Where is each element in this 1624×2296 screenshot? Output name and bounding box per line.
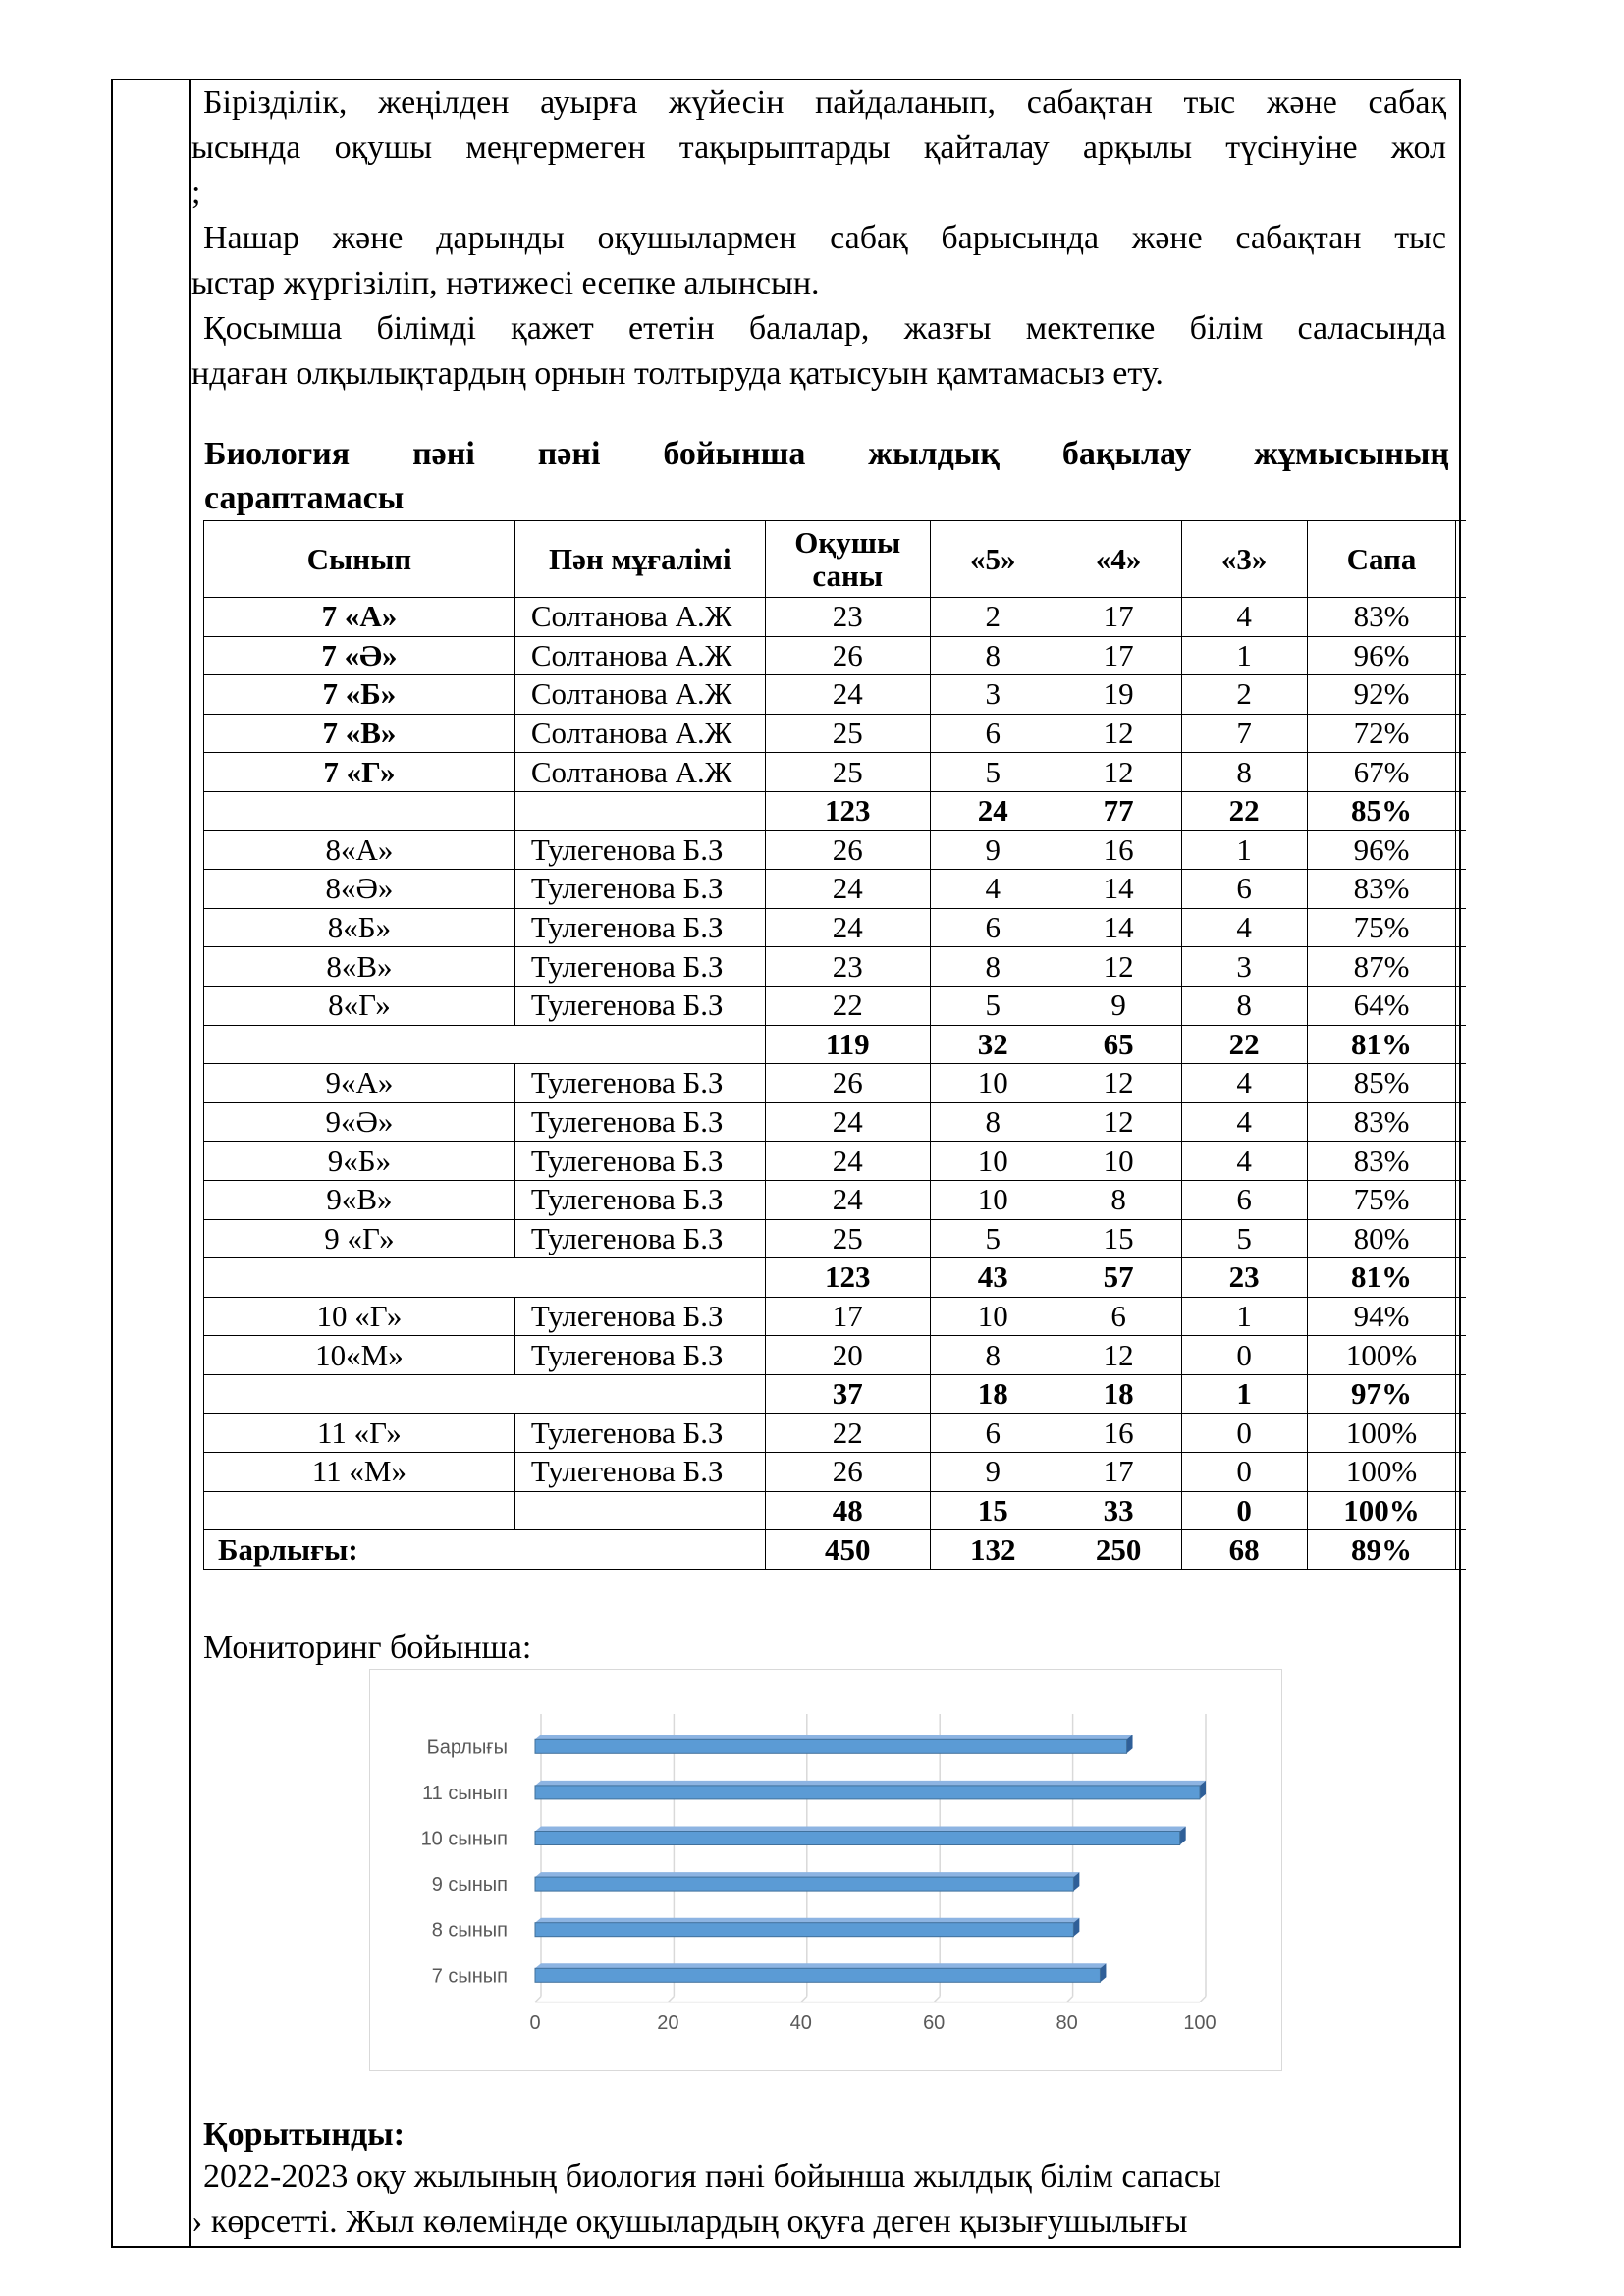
table-row bbox=[204, 1453, 1467, 1492]
x-tick-label: 20 bbox=[657, 2012, 679, 2034]
grade4-cell: 17 bbox=[1056, 636, 1181, 675]
quality-cell: 64% bbox=[1307, 986, 1456, 1025]
teacher-cell: Тулегенова Б.З bbox=[514, 1064, 765, 1103]
filler-cell bbox=[1456, 1453, 1466, 1492]
grade4-cell: 6 bbox=[1056, 1297, 1181, 1336]
table-row bbox=[204, 830, 1467, 870]
x-tick-label: 40 bbox=[789, 2012, 812, 2034]
grade5-cell: 4 bbox=[930, 870, 1056, 909]
class-cell: 11 «Г» bbox=[204, 1414, 515, 1453]
grade3-cell: 3 bbox=[1181, 947, 1307, 987]
subtotal-blank bbox=[514, 791, 765, 830]
grade3-cell: 4 bbox=[1181, 1102, 1307, 1142]
gridline-floor bbox=[1200, 1997, 1206, 2002]
quality-chart bbox=[369, 1669, 1282, 2071]
class-cell: 7 «А» bbox=[204, 598, 515, 637]
quality-cell: 81% bbox=[1307, 1025, 1456, 1064]
grade4-cell: 57 bbox=[1056, 1258, 1181, 1298]
filler-cell bbox=[1456, 1491, 1466, 1530]
table-heading bbox=[204, 432, 1449, 520]
subtotal-blank bbox=[204, 1374, 766, 1414]
table-row bbox=[204, 870, 1467, 909]
students-cell: 17 bbox=[765, 1297, 930, 1336]
class-cell: 8«А» bbox=[204, 830, 515, 870]
grade5-cell: 132 bbox=[930, 1530, 1056, 1570]
quality-cell: 67% bbox=[1307, 753, 1456, 792]
grade3-cell: 22 bbox=[1181, 791, 1307, 830]
class-cell: 9«Ә» bbox=[204, 1102, 515, 1142]
monitoring-label: Мониторинг бойынша: bbox=[203, 1629, 532, 1666]
table-row bbox=[204, 598, 1467, 637]
grade5-cell: 6 bbox=[930, 714, 1056, 753]
students-cell: 48 bbox=[765, 1491, 930, 1530]
filler-cell bbox=[1456, 714, 1466, 753]
grade3-cell: 7 bbox=[1181, 714, 1307, 753]
students-cell: 20 bbox=[765, 1336, 930, 1375]
header-grade-5: «5» bbox=[930, 521, 1056, 598]
intro-p3-line1: Қосымша білімді қажет ететін балалар, жазғы мектепке білім саласында bbox=[203, 310, 1446, 347]
header-students bbox=[765, 521, 930, 598]
grade4-cell: 12 bbox=[1056, 1336, 1181, 1375]
heading-line2: сараптамасы bbox=[204, 480, 405, 516]
grade4-cell: 14 bbox=[1056, 908, 1181, 947]
table-row bbox=[204, 1064, 1467, 1103]
table-row bbox=[204, 986, 1467, 1025]
quality-cell: 97% bbox=[1307, 1374, 1456, 1414]
class-cell: 7 «Б» bbox=[204, 675, 515, 715]
students-cell: 123 bbox=[765, 791, 930, 830]
grade5-cell: 10 bbox=[930, 1064, 1056, 1103]
grand-total-label: Барлығы: bbox=[204, 1530, 766, 1570]
class-cell: 8«Б» bbox=[204, 908, 515, 947]
class-cell: 9«Б» bbox=[204, 1142, 515, 1181]
class-cell: 8«В» bbox=[204, 947, 515, 987]
grade4-cell: 10 bbox=[1056, 1142, 1181, 1181]
grade5-cell: 5 bbox=[930, 986, 1056, 1025]
intro-p2-line2: ыстар жүргізіліп, нәтижесі есепке алынсын. bbox=[191, 265, 820, 301]
teacher-cell: Тулегенова Б.З bbox=[514, 1219, 765, 1258]
teacher-cell: Тулегенова Б.З bbox=[514, 870, 765, 909]
table-row bbox=[204, 753, 1467, 792]
bar-top bbox=[535, 1735, 1133, 1739]
table-row bbox=[204, 714, 1467, 753]
students-cell: 25 bbox=[765, 1219, 930, 1258]
students-cell: 26 bbox=[765, 1064, 930, 1103]
teacher-cell: Тулегенова Б.З bbox=[514, 1102, 765, 1142]
grade4-cell: 65 bbox=[1056, 1025, 1181, 1064]
intro-text bbox=[191, 80, 1458, 404]
teacher-cell: Тулегенова Б.З bbox=[514, 947, 765, 987]
grade5-cell: 9 bbox=[930, 830, 1056, 870]
grade4-cell: 12 bbox=[1056, 1102, 1181, 1142]
grade3-cell: 5 bbox=[1181, 1219, 1307, 1258]
grade5-cell: 9 bbox=[930, 1453, 1056, 1492]
students-cell: 24 bbox=[765, 1180, 930, 1219]
teacher-cell: Солтанова А.Ж bbox=[514, 598, 765, 637]
x-tick-label: 0 bbox=[529, 2012, 541, 2034]
quality-cell: 83% bbox=[1307, 1142, 1456, 1181]
quality-cell: 75% bbox=[1307, 908, 1456, 947]
teacher-cell: Солтанова А.Ж bbox=[514, 753, 765, 792]
bar bbox=[535, 1832, 1180, 1845]
teacher-cell: Солтанова А.Ж bbox=[514, 636, 765, 675]
grade5-cell: 6 bbox=[930, 1414, 1056, 1453]
bar bbox=[535, 1739, 1127, 1753]
quality-cell: 80% bbox=[1307, 1219, 1456, 1258]
grade3-cell: 4 bbox=[1181, 1142, 1307, 1181]
grade4-cell: 16 bbox=[1056, 1414, 1181, 1453]
heading-word: бойынша bbox=[663, 436, 806, 472]
grade4-cell: 17 bbox=[1056, 1453, 1181, 1492]
filler-cell bbox=[1456, 598, 1466, 637]
quality-cell: 75% bbox=[1307, 1180, 1456, 1219]
header-grade-3: «3» bbox=[1181, 521, 1307, 598]
class-cell: 10 «Г» bbox=[204, 1297, 515, 1336]
grade3-cell: 0 bbox=[1181, 1491, 1307, 1530]
quality-cell: 96% bbox=[1307, 636, 1456, 675]
grade3-cell: 1 bbox=[1181, 1297, 1307, 1336]
grade5-cell: 3 bbox=[930, 675, 1056, 715]
students-cell: 26 bbox=[765, 830, 930, 870]
grade5-cell: 43 bbox=[930, 1258, 1056, 1298]
quality-cell: 87% bbox=[1307, 947, 1456, 987]
intro-p2-line1: Нашар және дарынды оқушылармен сабақ барысында және сабақтан тыс bbox=[203, 220, 1446, 256]
quality-cell: 92% bbox=[1307, 675, 1456, 715]
grade3-cell: 1 bbox=[1181, 1374, 1307, 1414]
y-category-label: 11 сынып bbox=[422, 1782, 508, 1804]
table-row bbox=[204, 908, 1467, 947]
header-filler bbox=[1456, 521, 1466, 598]
heading-word: жұмысының bbox=[1254, 436, 1449, 472]
grade4-cell: 33 bbox=[1056, 1491, 1181, 1530]
grade4-cell: 19 bbox=[1056, 675, 1181, 715]
intro-p1-line1: Бірізділік, жеңілден ауырға жүйесін пайдаланып, сабақтан тыс және сабақ bbox=[203, 84, 1446, 121]
grade3-cell: 6 bbox=[1181, 870, 1307, 909]
class-cell: 7 «В» bbox=[204, 714, 515, 753]
bar bbox=[535, 1923, 1073, 1937]
intro-p1-line2: ысында оқушы меңгермеген тақырыптарды қайталау арқылы түсінуіне жол bbox=[191, 130, 1446, 166]
students-cell: 24 bbox=[765, 908, 930, 947]
students-cell: 123 bbox=[765, 1258, 930, 1298]
grade3-cell: 6 bbox=[1181, 1180, 1307, 1219]
students-cell: 37 bbox=[765, 1374, 930, 1414]
grade3-cell: 4 bbox=[1181, 598, 1307, 637]
intro-p3-line2: ндаған олқылықтардың орнын толтыруда қатысуын қамтамасыз ету. bbox=[191, 355, 1164, 392]
grade3-cell: 1 bbox=[1181, 830, 1307, 870]
subtotal-blank bbox=[204, 1025, 766, 1064]
conclusion-title: Қорытынды: bbox=[203, 2116, 406, 2153]
grade3-cell: 4 bbox=[1181, 1064, 1307, 1103]
students-cell: 23 bbox=[765, 947, 930, 987]
quality-cell: 89% bbox=[1307, 1530, 1456, 1570]
grade5-cell: 5 bbox=[930, 1219, 1056, 1258]
filler-cell bbox=[1456, 1142, 1466, 1181]
subtotal-row bbox=[204, 1374, 1467, 1414]
intro-p1-line3: ; bbox=[191, 175, 201, 211]
grade3-cell: 8 bbox=[1181, 986, 1307, 1025]
y-category-label: 7 сынып bbox=[431, 1965, 508, 1988]
subtotal-blank bbox=[204, 791, 515, 830]
bar-top bbox=[535, 1963, 1106, 1968]
table-row bbox=[204, 947, 1467, 987]
grade4-cell: 15 bbox=[1056, 1219, 1181, 1258]
table-row bbox=[204, 1336, 1467, 1375]
grand-total-row bbox=[204, 1530, 1467, 1570]
teacher-cell: Тулегенова Б.З bbox=[514, 1180, 765, 1219]
grade4-cell: 8 bbox=[1056, 1180, 1181, 1219]
class-cell: 9«В» bbox=[204, 1180, 515, 1219]
grade3-cell: 0 bbox=[1181, 1453, 1307, 1492]
y-category-label: Барлығы bbox=[426, 1736, 508, 1759]
filler-cell bbox=[1456, 1102, 1466, 1142]
teacher-cell: Солтанова А.Ж bbox=[514, 714, 765, 753]
conclusion-text bbox=[191, 2156, 1458, 2246]
table-row bbox=[204, 1219, 1467, 1258]
class-cell: 9 «Г» bbox=[204, 1219, 515, 1258]
grade4-cell: 9 bbox=[1056, 986, 1181, 1025]
grade3-cell: 0 bbox=[1181, 1336, 1307, 1375]
subtotal-row bbox=[204, 1258, 1467, 1298]
bar-top bbox=[535, 1872, 1079, 1877]
teacher-cell: Тулегенова Б.З bbox=[514, 1142, 765, 1181]
grade5-cell: 6 bbox=[930, 908, 1056, 947]
grade5-cell: 8 bbox=[930, 1102, 1056, 1142]
grade4-cell: 77 bbox=[1056, 791, 1181, 830]
heading-word: бақылау bbox=[1061, 436, 1192, 472]
grade5-cell: 10 bbox=[930, 1180, 1056, 1219]
grade4-cell: 16 bbox=[1056, 830, 1181, 870]
grade4-cell: 12 bbox=[1056, 1064, 1181, 1103]
class-cell: 7 «Г» bbox=[204, 753, 515, 792]
table-row bbox=[204, 675, 1467, 715]
header-grade-4: «4» bbox=[1056, 521, 1181, 598]
grade5-cell: 8 bbox=[930, 636, 1056, 675]
grade5-cell: 5 bbox=[930, 753, 1056, 792]
teacher-cell: Тулегенова Б.З bbox=[514, 830, 765, 870]
filler-cell bbox=[1456, 1219, 1466, 1258]
grade5-cell: 2 bbox=[930, 598, 1056, 637]
table-row bbox=[204, 1414, 1467, 1453]
class-cell: 11 «М» bbox=[204, 1453, 515, 1492]
header-students-label: Оқушы саны bbox=[794, 524, 901, 593]
heading-word: пәні bbox=[537, 436, 601, 472]
grade3-cell: 0 bbox=[1181, 1414, 1307, 1453]
class-cell: 7 «Ә» bbox=[204, 636, 515, 675]
students-cell: 119 bbox=[765, 1025, 930, 1064]
quality-cell: 85% bbox=[1307, 791, 1456, 830]
header-quality: Сапа bbox=[1307, 521, 1456, 598]
filler-cell bbox=[1456, 1336, 1466, 1375]
students-cell: 24 bbox=[765, 675, 930, 715]
y-category-label: 8 сынып bbox=[431, 1919, 508, 1942]
filler-cell bbox=[1456, 830, 1466, 870]
grade3-cell: 4 bbox=[1181, 908, 1307, 947]
quality-cell: 100% bbox=[1307, 1414, 1456, 1453]
teacher-cell: Тулегенова Б.З bbox=[514, 908, 765, 947]
table-row bbox=[204, 1180, 1467, 1219]
students-cell: 22 bbox=[765, 986, 930, 1025]
grade5-cell: 8 bbox=[930, 1336, 1056, 1375]
subtotal-row bbox=[204, 1025, 1467, 1064]
grade5-cell: 32 bbox=[930, 1025, 1056, 1064]
filler-cell bbox=[1456, 1180, 1466, 1219]
quality-cell: 72% bbox=[1307, 714, 1456, 753]
teacher-cell: Тулегенова Б.З bbox=[514, 1453, 765, 1492]
grade3-cell: 1 bbox=[1181, 636, 1307, 675]
grade4-cell: 14 bbox=[1056, 870, 1181, 909]
filler-cell bbox=[1456, 636, 1466, 675]
quality-cell: 83% bbox=[1307, 598, 1456, 637]
class-cell: 8«Ә» bbox=[204, 870, 515, 909]
filler-cell bbox=[1456, 1297, 1466, 1336]
teacher-cell: Солтанова А.Ж bbox=[514, 675, 765, 715]
gridline-floor bbox=[668, 1997, 674, 2002]
filler-cell bbox=[1456, 1025, 1466, 1064]
grade4-cell: 12 bbox=[1056, 753, 1181, 792]
quality-cell: 94% bbox=[1307, 1297, 1456, 1336]
grade4-cell: 250 bbox=[1056, 1530, 1181, 1570]
table-row bbox=[204, 636, 1467, 675]
bar bbox=[535, 1786, 1200, 1799]
bar-top bbox=[535, 1827, 1186, 1832]
filler-cell bbox=[1456, 947, 1466, 987]
conclusion-line2: › көрсетті. Жыл көлемінде оқушылардың оқуға деген қызығушылығы bbox=[191, 2204, 1188, 2240]
gridline-floor bbox=[1067, 1997, 1073, 2002]
students-cell: 23 bbox=[765, 598, 930, 637]
students-cell: 25 bbox=[765, 753, 930, 792]
class-cell: 8«Г» bbox=[204, 986, 515, 1025]
table-row bbox=[204, 1297, 1467, 1336]
grade5-cell: 24 bbox=[930, 791, 1056, 830]
header-teacher: Пән мұғалімі bbox=[514, 521, 765, 598]
students-cell: 26 bbox=[765, 636, 930, 675]
class-cell: 9«А» bbox=[204, 1064, 515, 1103]
filler-cell bbox=[1456, 870, 1466, 909]
grade4-cell: 17 bbox=[1056, 598, 1181, 637]
grade4-cell: 12 bbox=[1056, 947, 1181, 987]
grade4-cell: 12 bbox=[1056, 714, 1181, 753]
table-header-row bbox=[204, 521, 1467, 598]
grade5-cell: 18 bbox=[930, 1374, 1056, 1414]
heading-word: жылдық bbox=[868, 436, 1000, 472]
grade5-cell: 10 bbox=[930, 1142, 1056, 1181]
subtotal-blank bbox=[204, 1258, 766, 1298]
conclusion-line1: 2022-2023 оқу жылының биология пәні бойынша жылдық білім сапасы bbox=[203, 2159, 1221, 2195]
heading-word: Биология bbox=[204, 436, 351, 472]
gridline-floor bbox=[535, 1997, 541, 2002]
header-class: Сынып bbox=[204, 521, 515, 598]
x-tick-label: 100 bbox=[1183, 2012, 1217, 2034]
subtotal-row bbox=[204, 791, 1467, 830]
subtotal-row bbox=[204, 1491, 1467, 1530]
filler-cell bbox=[1456, 791, 1466, 830]
subtotal-blank bbox=[204, 1491, 515, 1530]
bar-top bbox=[535, 1918, 1079, 1923]
table-row bbox=[204, 1142, 1467, 1181]
bar bbox=[535, 1968, 1100, 1982]
quality-cell: 96% bbox=[1307, 830, 1456, 870]
quality-cell: 81% bbox=[1307, 1258, 1456, 1298]
grade5-cell: 10 bbox=[930, 1297, 1056, 1336]
heading-word: пәні bbox=[412, 436, 475, 472]
quality-cell: 100% bbox=[1307, 1453, 1456, 1492]
students-cell: 24 bbox=[765, 1142, 930, 1181]
quality-cell: 85% bbox=[1307, 1064, 1456, 1103]
grade3-cell: 23 bbox=[1181, 1258, 1307, 1298]
students-cell: 24 bbox=[765, 1102, 930, 1142]
quality-cell: 100% bbox=[1307, 1491, 1456, 1530]
filler-cell bbox=[1456, 908, 1466, 947]
teacher-cell: Тулегенова Б.З bbox=[514, 1297, 765, 1336]
filler-cell bbox=[1456, 1258, 1466, 1298]
students-cell: 25 bbox=[765, 714, 930, 753]
students-cell: 450 bbox=[765, 1530, 930, 1570]
gridline-floor bbox=[801, 1997, 807, 2002]
bar-top bbox=[535, 1781, 1206, 1786]
y-category-label: 10 сынып bbox=[420, 1828, 508, 1850]
grade5-cell: 15 bbox=[930, 1491, 1056, 1530]
y-category-label: 9 сынып bbox=[431, 1874, 508, 1896]
x-tick-label: 80 bbox=[1056, 2012, 1078, 2034]
filler-cell bbox=[1456, 1530, 1466, 1570]
teacher-cell: Тулегенова Б.З bbox=[514, 1414, 765, 1453]
gridline-floor bbox=[934, 1997, 940, 2002]
teacher-cell: Тулегенова Б.З bbox=[514, 986, 765, 1025]
grade3-cell: 2 bbox=[1181, 675, 1307, 715]
grade4-cell: 18 bbox=[1056, 1374, 1181, 1414]
grade3-cell: 68 bbox=[1181, 1530, 1307, 1570]
grade3-cell: 8 bbox=[1181, 753, 1307, 792]
results-table bbox=[203, 520, 1466, 1570]
table-row bbox=[204, 1102, 1467, 1142]
class-cell: 10«М» bbox=[204, 1336, 515, 1375]
teacher-cell: Тулегенова Б.З bbox=[514, 1336, 765, 1375]
heading-line1 bbox=[204, 432, 1449, 476]
bar bbox=[535, 1877, 1073, 1891]
filler-cell bbox=[1456, 1414, 1466, 1453]
quality-cell: 83% bbox=[1307, 1102, 1456, 1142]
grade5-cell: 8 bbox=[930, 947, 1056, 987]
filler-cell bbox=[1456, 753, 1466, 792]
students-cell: 26 bbox=[765, 1453, 930, 1492]
filler-cell bbox=[1456, 675, 1466, 715]
filler-cell bbox=[1456, 1064, 1466, 1103]
chart-canvas bbox=[370, 1670, 1283, 2072]
filler-cell bbox=[1456, 986, 1466, 1025]
subtotal-blank bbox=[514, 1491, 765, 1530]
quality-cell: 100% bbox=[1307, 1336, 1456, 1375]
students-cell: 22 bbox=[765, 1414, 930, 1453]
x-tick-label: 60 bbox=[923, 2012, 946, 2034]
quality-cell: 83% bbox=[1307, 870, 1456, 909]
filler-cell bbox=[1456, 1374, 1466, 1414]
grade3-cell: 22 bbox=[1181, 1025, 1307, 1064]
students-cell: 24 bbox=[765, 870, 930, 909]
